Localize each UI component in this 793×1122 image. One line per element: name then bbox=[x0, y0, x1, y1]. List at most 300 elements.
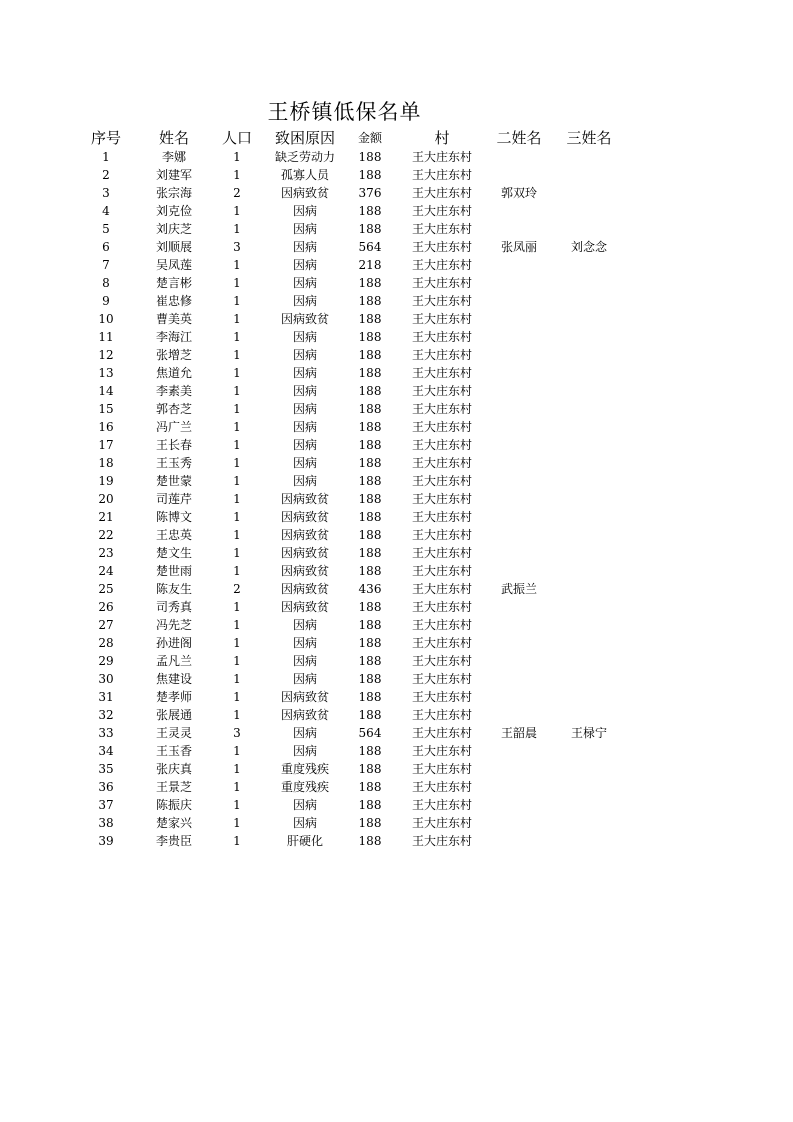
cell-village: 王大庄东村 bbox=[411, 258, 472, 272]
cell-amount: 188 bbox=[358, 780, 382, 794]
cell-name: 司莲芹 bbox=[155, 492, 192, 506]
cell-village: 王大庄东村 bbox=[411, 780, 472, 794]
cell-third-name bbox=[552, 166, 626, 184]
cell-population: 3 bbox=[233, 726, 241, 740]
cell-reason: 因病 bbox=[292, 366, 317, 380]
cell-third-name bbox=[552, 346, 626, 364]
cell-amount: 188 bbox=[358, 690, 382, 704]
cell-name: 李娜 bbox=[161, 150, 186, 164]
cell-population: 1 bbox=[233, 330, 241, 344]
cell-name: 王灵灵 bbox=[155, 726, 192, 740]
cell-village: 王大庄东村 bbox=[411, 312, 472, 326]
cell-population: 1 bbox=[233, 276, 241, 290]
cell-reason: 因病 bbox=[292, 240, 317, 254]
cell-index: 36 bbox=[98, 780, 114, 794]
cell-amount: 188 bbox=[358, 204, 382, 218]
cell-reason: 因病 bbox=[292, 726, 317, 740]
header-row bbox=[70, 126, 626, 148]
cell-amount: 188 bbox=[358, 348, 382, 362]
cell-amount: 188 bbox=[358, 564, 382, 578]
cell-reason: 因病致贫 bbox=[280, 600, 329, 614]
cell-village: 王大庄东村 bbox=[411, 510, 472, 524]
cell-index: 26 bbox=[98, 600, 114, 614]
cell-index: 23 bbox=[98, 546, 114, 560]
table-row bbox=[70, 274, 626, 292]
cell-index: 31 bbox=[98, 690, 114, 704]
header-third-name: 三姓名 bbox=[566, 128, 612, 147]
cell-population: 1 bbox=[233, 708, 241, 722]
table-row bbox=[70, 166, 626, 184]
cell-amount: 188 bbox=[358, 816, 382, 830]
cell-population: 1 bbox=[233, 474, 241, 488]
cell-third-name bbox=[552, 148, 626, 166]
cell-amount: 188 bbox=[358, 798, 382, 812]
cell-second-name: 郭双玲 bbox=[500, 186, 537, 200]
cell-population: 1 bbox=[233, 384, 241, 398]
cell-reason: 因病 bbox=[292, 348, 317, 362]
cell-village: 王大庄东村 bbox=[411, 762, 472, 776]
table-row bbox=[70, 184, 626, 202]
cell-name: 焦道允 bbox=[155, 366, 192, 380]
cell-name: 楚文生 bbox=[155, 546, 192, 560]
cell-second-name bbox=[486, 508, 552, 526]
table-row bbox=[70, 436, 626, 454]
cell-index: 11 bbox=[98, 330, 114, 344]
cell-index: 12 bbox=[98, 348, 114, 362]
cell-village: 王大庄东村 bbox=[411, 690, 472, 704]
cell-name: 楚世雨 bbox=[155, 564, 192, 578]
cell-third-name bbox=[552, 382, 626, 400]
cell-second-name bbox=[486, 598, 552, 616]
cell-amount: 188 bbox=[358, 474, 382, 488]
table-row bbox=[70, 508, 626, 526]
cell-population: 1 bbox=[233, 438, 241, 452]
cell-name: 崔忠修 bbox=[155, 294, 192, 308]
cell-third-name bbox=[552, 274, 626, 292]
cell-second-name bbox=[486, 436, 552, 454]
cell-third-name bbox=[552, 616, 626, 634]
table-row bbox=[70, 310, 626, 328]
cell-third-name bbox=[552, 256, 626, 274]
cell-third-name bbox=[552, 490, 626, 508]
cell-second-name bbox=[486, 490, 552, 508]
header-reason: 致困原因 bbox=[274, 128, 335, 147]
cell-village: 王大庄东村 bbox=[411, 744, 472, 758]
cell-reason: 因病 bbox=[292, 672, 317, 686]
cell-amount: 188 bbox=[358, 672, 382, 686]
cell-amount: 188 bbox=[358, 456, 382, 470]
cell-amount: 188 bbox=[358, 402, 382, 416]
cell-village: 王大庄东村 bbox=[411, 276, 472, 290]
cell-village: 王大庄东村 bbox=[411, 600, 472, 614]
cell-name: 焦建设 bbox=[155, 672, 192, 686]
cell-name: 王长春 bbox=[155, 438, 192, 452]
cell-amount: 188 bbox=[358, 168, 382, 182]
cell-third-name bbox=[552, 220, 626, 238]
cell-reason: 孤寡人员 bbox=[280, 168, 329, 182]
table-row bbox=[70, 346, 626, 364]
cell-population: 1 bbox=[233, 690, 241, 704]
cell-second-name: 武振兰 bbox=[500, 582, 537, 596]
cell-name: 楚世蒙 bbox=[155, 474, 192, 488]
cell-name: 王玉秀 bbox=[155, 456, 192, 470]
cell-reason: 因病 bbox=[292, 456, 317, 470]
cell-index: 15 bbox=[98, 402, 114, 416]
cell-second-name bbox=[486, 706, 552, 724]
cell-amount: 188 bbox=[358, 438, 382, 452]
cell-index: 21 bbox=[98, 510, 114, 524]
table-row bbox=[70, 526, 626, 544]
table-row bbox=[70, 238, 626, 256]
cell-amount: 564 bbox=[358, 240, 382, 254]
cell-index: 27 bbox=[98, 618, 114, 632]
cell-reason: 因病 bbox=[292, 204, 317, 218]
cell-third-name bbox=[552, 670, 626, 688]
cell-name: 李海江 bbox=[155, 330, 192, 344]
cell-index: 7 bbox=[102, 258, 110, 272]
cell-village: 王大庄东村 bbox=[411, 636, 472, 650]
cell-name: 冯广兰 bbox=[155, 420, 192, 434]
cell-third-name bbox=[552, 832, 626, 850]
cell-index: 17 bbox=[98, 438, 114, 452]
cell-index: 29 bbox=[98, 654, 114, 668]
cell-second-name bbox=[486, 526, 552, 544]
table-row bbox=[70, 382, 626, 400]
cell-population: 1 bbox=[233, 348, 241, 362]
cell-index: 4 bbox=[102, 204, 110, 218]
cell-population: 1 bbox=[233, 798, 241, 812]
table-row bbox=[70, 778, 626, 796]
cell-population: 1 bbox=[233, 834, 241, 848]
cell-amount: 188 bbox=[358, 546, 382, 560]
cell-reason: 因病 bbox=[292, 474, 317, 488]
cell-second-name bbox=[486, 166, 552, 184]
cell-name: 李素美 bbox=[155, 384, 192, 398]
cell-name: 刘克俭 bbox=[155, 204, 192, 218]
cell-third-name bbox=[552, 634, 626, 652]
cell-index: 38 bbox=[98, 816, 114, 830]
cell-village: 王大庄东村 bbox=[411, 402, 472, 416]
cell-name: 张庆真 bbox=[155, 762, 192, 776]
cell-index: 9 bbox=[102, 294, 110, 308]
cell-index: 32 bbox=[98, 708, 114, 722]
cell-population: 1 bbox=[233, 222, 241, 236]
cell-second-name bbox=[486, 670, 552, 688]
table-row bbox=[70, 580, 626, 598]
cell-second-name bbox=[486, 814, 552, 832]
table-row bbox=[70, 364, 626, 382]
cell-reason: 因病 bbox=[292, 294, 317, 308]
header-population: 人口 bbox=[221, 128, 252, 147]
cell-second-name bbox=[486, 382, 552, 400]
cell-reason: 因病 bbox=[292, 420, 317, 434]
table-row bbox=[70, 472, 626, 490]
cell-reason: 因病致贫 bbox=[280, 186, 329, 200]
cell-village: 王大庄东村 bbox=[411, 348, 472, 362]
cell-population: 1 bbox=[233, 744, 241, 758]
cell-amount: 188 bbox=[358, 150, 382, 164]
cell-amount: 188 bbox=[358, 420, 382, 434]
table-row bbox=[70, 328, 626, 346]
table-row bbox=[70, 796, 626, 814]
cell-name: 吴凤莲 bbox=[155, 258, 192, 272]
cell-index: 25 bbox=[98, 582, 114, 596]
cell-village: 王大庄东村 bbox=[411, 384, 472, 398]
table-row bbox=[70, 688, 626, 706]
cell-name: 司秀真 bbox=[155, 600, 192, 614]
cell-reason: 因病致贫 bbox=[280, 564, 329, 578]
table-row bbox=[70, 634, 626, 652]
cell-village: 王大庄东村 bbox=[411, 564, 472, 578]
cell-second-name bbox=[486, 652, 552, 670]
cell-name: 冯先芝 bbox=[155, 618, 192, 632]
cell-name: 楚孝师 bbox=[155, 690, 192, 704]
table-row bbox=[70, 760, 626, 778]
cell-second-name bbox=[486, 148, 552, 166]
cell-second-name bbox=[486, 778, 552, 796]
cell-second-name bbox=[486, 472, 552, 490]
cell-index: 8 bbox=[102, 276, 110, 290]
cell-second-name bbox=[486, 292, 552, 310]
cell-amount: 188 bbox=[358, 312, 382, 326]
cell-amount: 564 bbox=[358, 726, 382, 740]
cell-population: 1 bbox=[233, 204, 241, 218]
cell-village: 王大庄东村 bbox=[411, 726, 472, 740]
table-row bbox=[70, 706, 626, 724]
cell-amount: 188 bbox=[358, 618, 382, 632]
cell-index: 16 bbox=[98, 420, 114, 434]
cell-third-name bbox=[552, 292, 626, 310]
cell-population: 1 bbox=[233, 492, 241, 506]
cell-population: 1 bbox=[233, 564, 241, 578]
cell-reason: 因病致贫 bbox=[280, 708, 329, 722]
cell-population: 1 bbox=[233, 618, 241, 632]
cell-amount: 188 bbox=[358, 366, 382, 380]
cell-name: 陈友生 bbox=[155, 582, 192, 596]
cell-reason: 因病 bbox=[292, 636, 317, 650]
cell-third-name bbox=[552, 436, 626, 454]
cell-population: 1 bbox=[233, 168, 241, 182]
cell-reason: 因病 bbox=[292, 330, 317, 344]
cell-third-name bbox=[552, 580, 626, 598]
cell-reason: 因病 bbox=[292, 438, 317, 452]
cell-reason: 因病致贫 bbox=[280, 492, 329, 506]
cell-amount: 188 bbox=[358, 510, 382, 524]
header-second-name: 二姓名 bbox=[496, 128, 542, 147]
cell-reason: 肝硬化 bbox=[286, 834, 323, 848]
cell-second-name bbox=[486, 310, 552, 328]
cell-reason: 因病 bbox=[292, 222, 317, 236]
cell-reason: 因病致贫 bbox=[280, 690, 329, 704]
table-row bbox=[70, 148, 626, 166]
cell-reason: 因病 bbox=[292, 744, 317, 758]
cell-amount: 188 bbox=[358, 330, 382, 344]
cell-amount: 188 bbox=[358, 654, 382, 668]
cell-population: 1 bbox=[233, 816, 241, 830]
cell-third-name bbox=[552, 310, 626, 328]
cell-amount: 188 bbox=[358, 744, 382, 758]
cell-village: 王大庄东村 bbox=[411, 150, 472, 164]
header-name: 姓名 bbox=[158, 128, 189, 147]
cell-third-name bbox=[552, 652, 626, 670]
cell-reason: 重度残疾 bbox=[280, 762, 329, 776]
table-row bbox=[70, 742, 626, 760]
cell-population: 1 bbox=[233, 672, 241, 686]
cell-second-name bbox=[486, 544, 552, 562]
cell-reason: 因病 bbox=[292, 816, 317, 830]
cell-population: 1 bbox=[233, 600, 241, 614]
cell-name: 楚家兴 bbox=[155, 816, 192, 830]
cell-second-name bbox=[486, 832, 552, 850]
cell-amount: 188 bbox=[358, 222, 382, 236]
table-row bbox=[70, 454, 626, 472]
cell-third-name bbox=[552, 508, 626, 526]
cell-name: 张增芝 bbox=[155, 348, 192, 362]
cell-population: 1 bbox=[233, 654, 241, 668]
cell-amount: 188 bbox=[358, 294, 382, 308]
cell-name: 刘庆芝 bbox=[155, 222, 192, 236]
cell-population: 1 bbox=[233, 258, 241, 272]
cell-index: 28 bbox=[98, 636, 114, 650]
cell-index: 5 bbox=[102, 222, 110, 236]
cell-third-name bbox=[552, 742, 626, 760]
cell-reason: 因病 bbox=[292, 654, 317, 668]
cell-third-name: 王椂宁 bbox=[570, 726, 607, 740]
table-row bbox=[70, 544, 626, 562]
cell-amount: 188 bbox=[358, 384, 382, 398]
cell-village: 王大庄东村 bbox=[411, 474, 472, 488]
cell-village: 王大庄东村 bbox=[411, 330, 472, 344]
cell-second-name bbox=[486, 562, 552, 580]
cell-reason: 因病 bbox=[292, 618, 317, 632]
cell-reason: 重度残疾 bbox=[280, 780, 329, 794]
cell-index: 18 bbox=[98, 456, 114, 470]
cell-village: 王大庄东村 bbox=[411, 708, 472, 722]
cell-reason: 因病 bbox=[292, 258, 317, 272]
cell-village: 王大庄东村 bbox=[411, 186, 472, 200]
table-row bbox=[70, 814, 626, 832]
cell-population: 1 bbox=[233, 528, 241, 542]
table-row bbox=[70, 490, 626, 508]
cell-village: 王大庄东村 bbox=[411, 456, 472, 470]
cell-population: 1 bbox=[233, 294, 241, 308]
table-row bbox=[70, 292, 626, 310]
cell-second-name bbox=[486, 796, 552, 814]
table-row bbox=[70, 562, 626, 580]
cell-population: 2 bbox=[233, 582, 241, 596]
cell-third-name bbox=[552, 364, 626, 382]
cell-name: 孟凡兰 bbox=[155, 654, 192, 668]
cell-population: 1 bbox=[233, 402, 241, 416]
cell-index: 10 bbox=[98, 312, 114, 326]
cell-population: 1 bbox=[233, 780, 241, 794]
cell-second-name bbox=[486, 742, 552, 760]
cell-population: 1 bbox=[233, 366, 241, 380]
cell-population: 1 bbox=[233, 420, 241, 434]
page-title: 王桥镇低保名单 bbox=[267, 100, 422, 124]
table-row bbox=[70, 832, 626, 850]
cell-reason: 因病 bbox=[292, 384, 317, 398]
cell-village: 王大庄东村 bbox=[411, 816, 472, 830]
cell-third-name bbox=[552, 418, 626, 436]
cell-second-name bbox=[486, 616, 552, 634]
cell-amount: 188 bbox=[358, 492, 382, 506]
cell-third-name bbox=[552, 562, 626, 580]
cell-population: 3 bbox=[233, 240, 241, 254]
cell-third-name bbox=[552, 814, 626, 832]
cell-index: 35 bbox=[98, 762, 114, 776]
cell-second-name bbox=[486, 274, 552, 292]
cell-third-name bbox=[552, 328, 626, 346]
cell-amount: 188 bbox=[358, 762, 382, 776]
cell-index: 2 bbox=[102, 168, 110, 182]
cell-index: 3 bbox=[102, 186, 110, 200]
cell-population: 1 bbox=[233, 636, 241, 650]
cell-third-name bbox=[552, 598, 626, 616]
cell-amount: 188 bbox=[358, 528, 382, 542]
cell-second-name bbox=[486, 256, 552, 274]
cell-third-name bbox=[552, 472, 626, 490]
cell-second-name bbox=[486, 688, 552, 706]
cell-village: 王大庄东村 bbox=[411, 582, 472, 596]
cell-amount: 188 bbox=[358, 708, 382, 722]
table-row bbox=[70, 652, 626, 670]
cell-village: 王大庄东村 bbox=[411, 222, 472, 236]
cell-index: 1 bbox=[102, 150, 110, 164]
cell-third-name bbox=[552, 706, 626, 724]
cell-village: 王大庄东村 bbox=[411, 204, 472, 218]
cell-second-name: 王韶晨 bbox=[500, 726, 537, 740]
cell-population: 1 bbox=[233, 150, 241, 164]
cell-village: 王大庄东村 bbox=[411, 492, 472, 506]
cell-name: 王玉香 bbox=[155, 744, 192, 758]
cell-population: 1 bbox=[233, 456, 241, 470]
cell-village: 王大庄东村 bbox=[411, 438, 472, 452]
cell-second-name bbox=[486, 760, 552, 778]
table-row bbox=[70, 598, 626, 616]
cell-index: 22 bbox=[98, 528, 114, 542]
cell-population: 1 bbox=[233, 762, 241, 776]
cell-name: 陈博文 bbox=[155, 510, 192, 524]
cell-third-name bbox=[552, 202, 626, 220]
cell-index: 30 bbox=[98, 672, 114, 686]
cell-third-name bbox=[552, 184, 626, 202]
cell-name: 李贵臣 bbox=[155, 834, 192, 848]
cell-second-name bbox=[486, 202, 552, 220]
cell-third-name: 刘念念 bbox=[570, 240, 607, 254]
cell-index: 13 bbox=[98, 366, 114, 380]
cell-index: 6 bbox=[102, 240, 110, 254]
cell-village: 王大庄东村 bbox=[411, 420, 472, 434]
header-amount: 金额 bbox=[357, 130, 382, 145]
table-row bbox=[70, 418, 626, 436]
table-row bbox=[70, 202, 626, 220]
cell-village: 王大庄东村 bbox=[411, 672, 472, 686]
cell-reason: 因病 bbox=[292, 402, 317, 416]
cell-name: 王景芝 bbox=[155, 780, 192, 794]
cell-second-name bbox=[486, 418, 552, 436]
cell-index: 19 bbox=[98, 474, 114, 488]
cell-third-name bbox=[552, 400, 626, 418]
cell-population: 1 bbox=[233, 312, 241, 326]
cell-second-name bbox=[486, 454, 552, 472]
table-row bbox=[70, 400, 626, 418]
cell-index: 39 bbox=[98, 834, 114, 848]
cell-second-name: 张凤丽 bbox=[500, 240, 537, 254]
cell-reason: 因病致贫 bbox=[280, 510, 329, 524]
cell-name: 刘顺展 bbox=[155, 240, 192, 254]
cell-amount: 188 bbox=[358, 276, 382, 290]
